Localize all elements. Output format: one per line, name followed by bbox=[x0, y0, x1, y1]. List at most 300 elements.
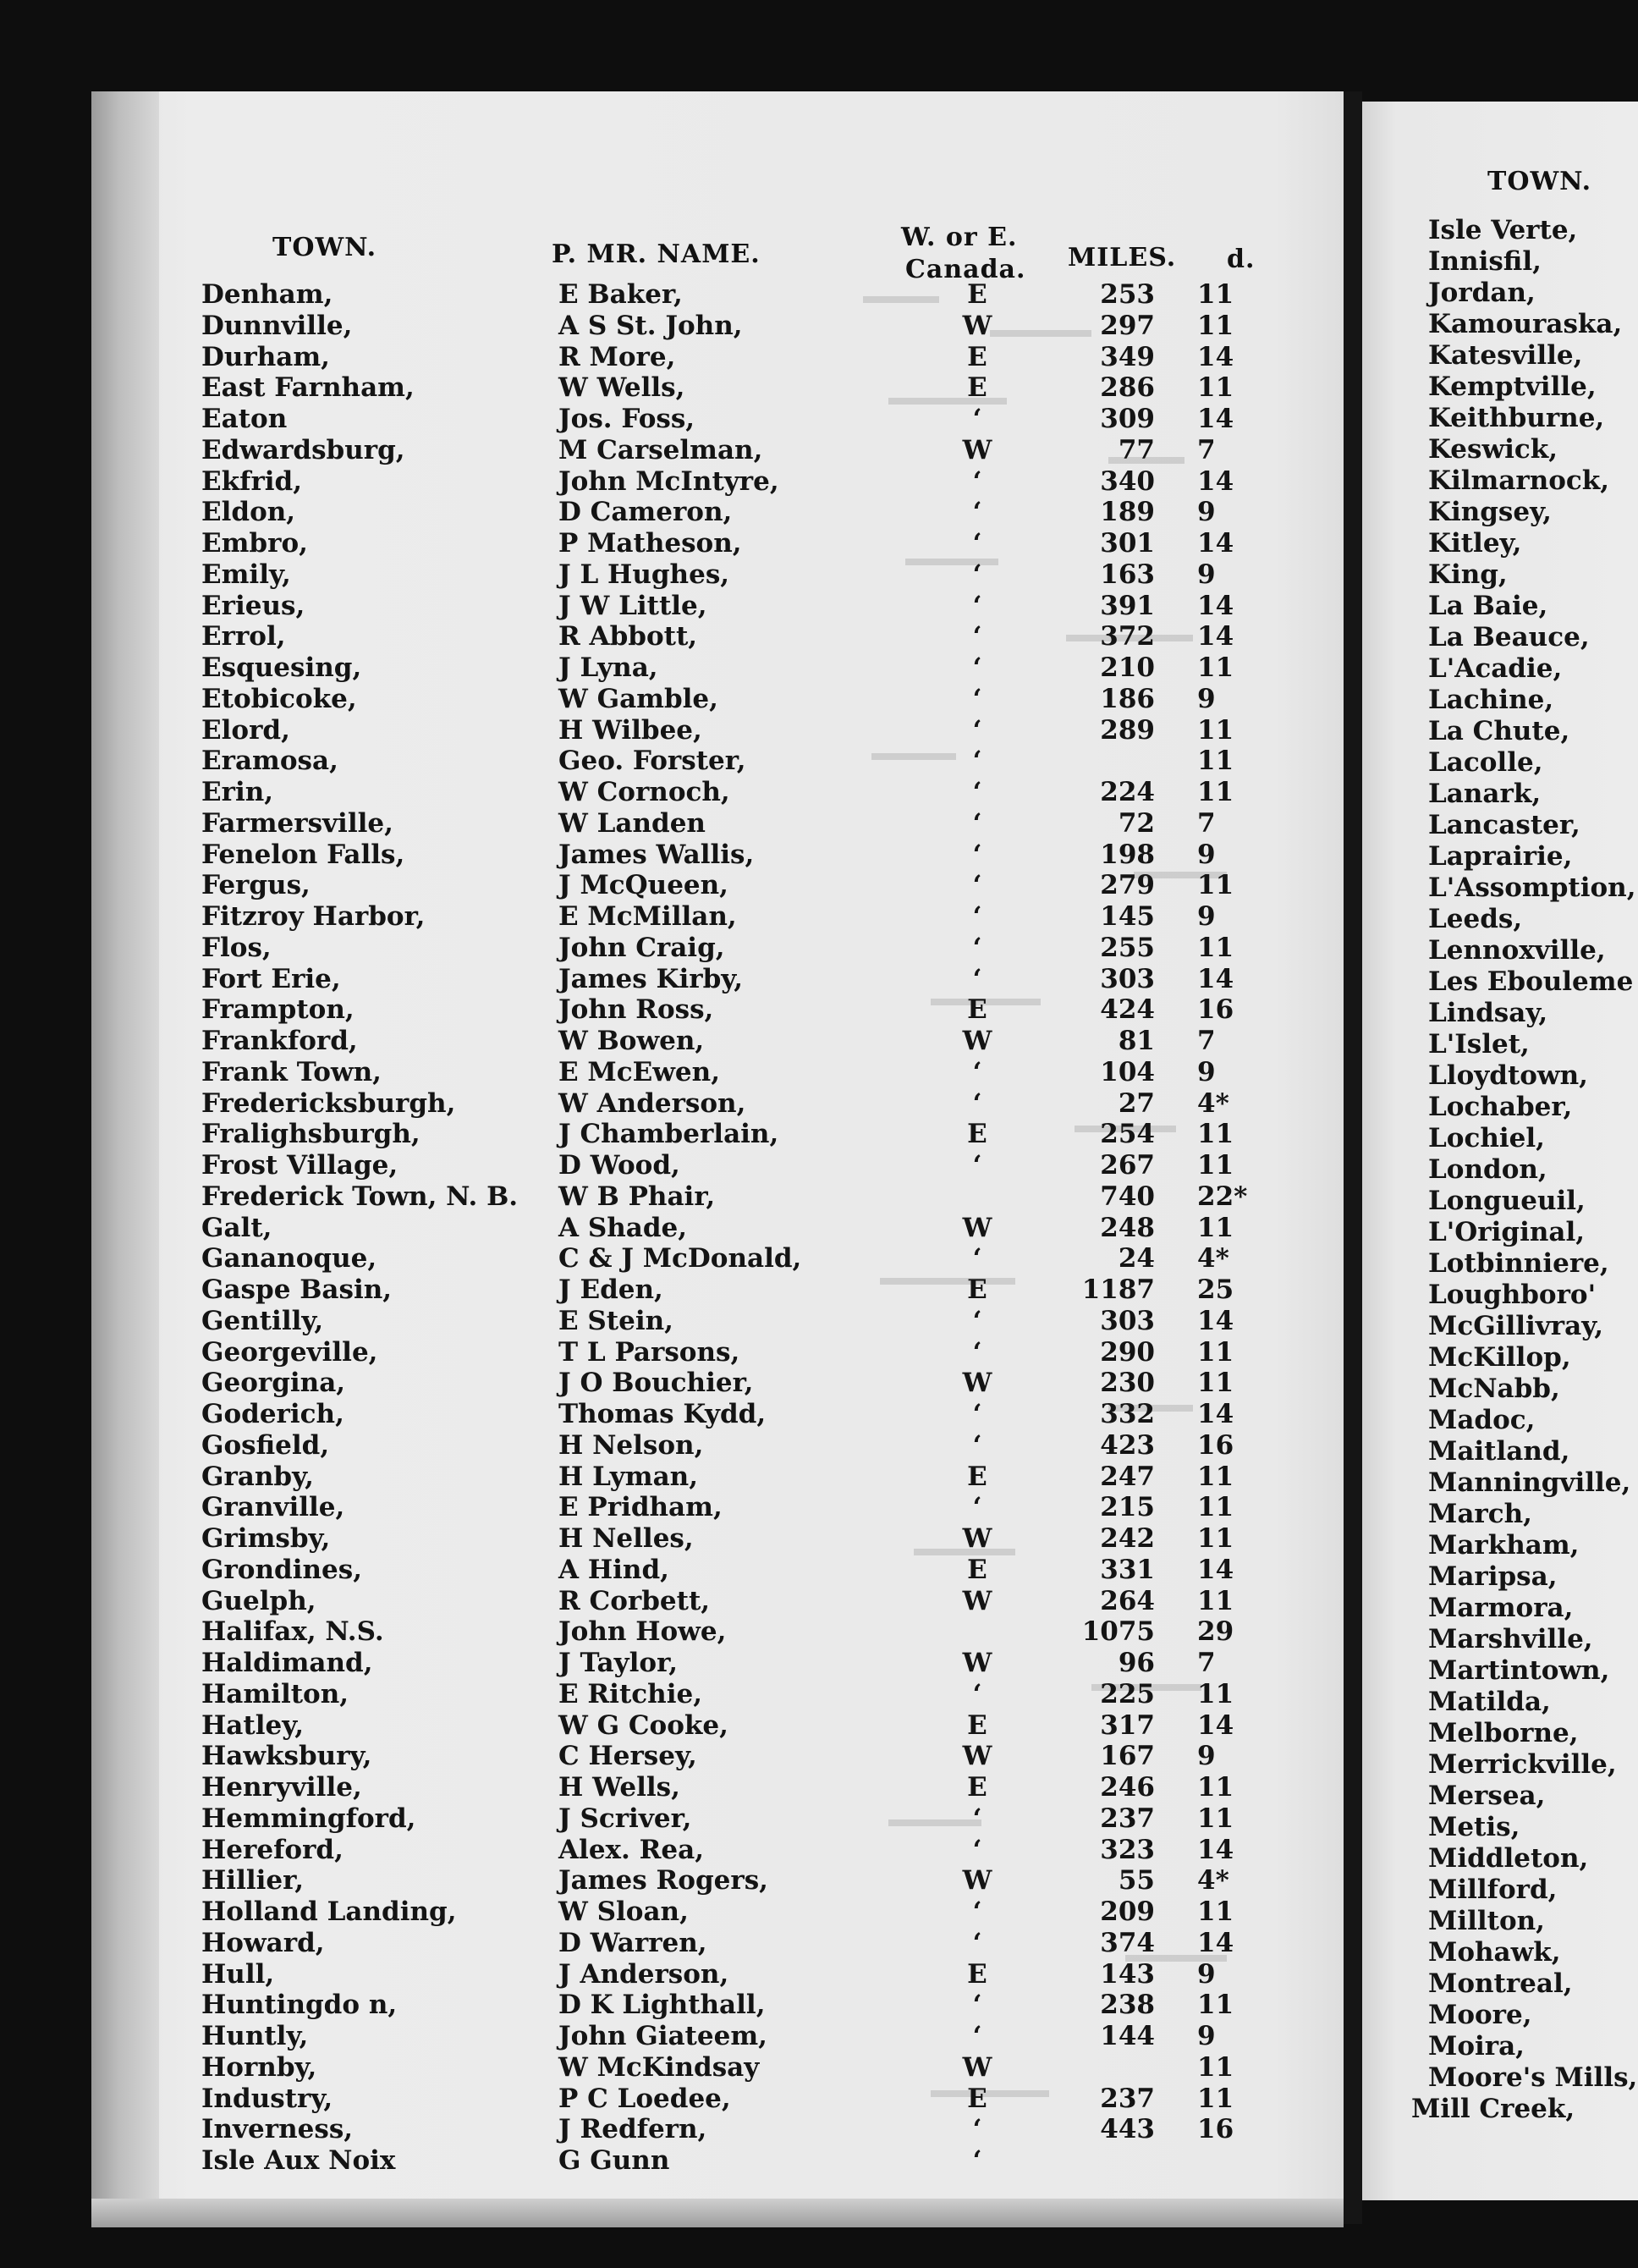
table-row bbox=[0, 1026, 1269, 1056]
town-cell: Hornby, bbox=[201, 2051, 317, 2083]
postage-cell: 14 bbox=[1197, 341, 1234, 372]
miles-cell: 215 bbox=[1100, 1492, 1155, 1523]
postage-cell: 11 bbox=[1197, 1212, 1234, 1243]
canada-cell: ‘ bbox=[972, 1990, 982, 2021]
town-cell: Hatley, bbox=[201, 1709, 305, 1741]
postmaster-cell: M Carselman, bbox=[558, 434, 763, 465]
postage-cell: 11 bbox=[1197, 1461, 1234, 1492]
miles-cell: 81 bbox=[1118, 1026, 1155, 1056]
canada-cell: ‘ bbox=[972, 1678, 982, 1709]
postmaster-cell: James Rogers, bbox=[558, 1865, 768, 1896]
miles-cell: 210 bbox=[1100, 652, 1155, 683]
right-town-item: Lanark, bbox=[1428, 779, 1542, 809]
miles-cell: 145 bbox=[1100, 901, 1155, 932]
postage-cell: 9 bbox=[1197, 839, 1216, 870]
table-row bbox=[0, 777, 1269, 807]
town-cell: Elord, bbox=[201, 714, 290, 746]
postmaster-cell: John Giateem, bbox=[558, 2021, 767, 2051]
town-cell: Durham, bbox=[201, 341, 330, 372]
right-town-item: London, bbox=[1428, 1154, 1547, 1185]
miles-cell: 186 bbox=[1100, 683, 1155, 714]
postmaster-cell: H Wilbee, bbox=[558, 714, 702, 746]
town-cell: Grondines, bbox=[201, 1554, 362, 1585]
canada-cell: E bbox=[967, 1772, 987, 1803]
postage-cell: 11 bbox=[1197, 2051, 1234, 2083]
postage-cell: 11 bbox=[1197, 310, 1234, 341]
miles-cell: 331 bbox=[1100, 1554, 1155, 1585]
postmaster-cell: A S St. John, bbox=[558, 310, 743, 341]
postage-cell: 9 bbox=[1197, 1741, 1216, 1772]
postmaster-cell: Jos. Foss, bbox=[558, 404, 695, 434]
town-cell: Erin, bbox=[201, 777, 274, 807]
miles-cell: 297 bbox=[1100, 310, 1155, 341]
table-row bbox=[0, 404, 1269, 434]
miles-cell: 237 bbox=[1100, 1803, 1155, 1834]
table-row bbox=[0, 1555, 1269, 1585]
postage-cell: 11 bbox=[1197, 932, 1234, 963]
table-row bbox=[0, 1803, 1269, 1834]
town-cell: Industry, bbox=[201, 2083, 333, 2114]
town-cell: Embro, bbox=[201, 528, 308, 559]
town-cell: Howard, bbox=[201, 1927, 325, 1958]
postage-cell: 29 bbox=[1197, 1616, 1234, 1648]
miles-cell: 332 bbox=[1100, 1399, 1155, 1429]
postage-cell: 14 bbox=[1197, 465, 1234, 497]
miles-cell: 286 bbox=[1100, 372, 1155, 404]
miles-cell: 264 bbox=[1100, 1585, 1155, 1616]
postmaster-cell: R Corbett, bbox=[558, 1585, 711, 1616]
table-row bbox=[0, 964, 1269, 994]
canada-cell: ‘ bbox=[972, 807, 982, 839]
canada-cell: ‘ bbox=[972, 652, 982, 683]
table-row bbox=[0, 342, 1269, 372]
miles-cell: 254 bbox=[1100, 1119, 1155, 1150]
miles-cell: 144 bbox=[1100, 2021, 1155, 2051]
canada-cell: ‘ bbox=[972, 1087, 982, 1119]
postage-cell: 11 bbox=[1197, 1492, 1234, 1523]
postmaster-cell: A Shade, bbox=[558, 1212, 688, 1243]
header-postage: d. bbox=[1227, 245, 1256, 274]
town-cell: Hillier, bbox=[201, 1865, 304, 1896]
postage-cell: 14 bbox=[1197, 590, 1234, 621]
table-row bbox=[0, 2145, 1269, 2176]
town-cell: Etobicoke, bbox=[201, 683, 357, 714]
town-cell: Eramosa, bbox=[201, 746, 338, 777]
town-cell: Fort Erie, bbox=[201, 963, 341, 994]
town-cell: Grimsby, bbox=[201, 1523, 331, 1554]
miles-cell: 77 bbox=[1118, 434, 1155, 465]
postmaster-cell: W McKindsay bbox=[558, 2051, 760, 2083]
miles-cell: 303 bbox=[1100, 1305, 1155, 1336]
right-town-item: Manningville, bbox=[1428, 1467, 1631, 1498]
right-town-item: Les Ebouleme bbox=[1428, 966, 1634, 997]
town-cell: Gentilly, bbox=[201, 1305, 324, 1336]
canada-cell: E bbox=[967, 1554, 987, 1585]
miles-cell: 167 bbox=[1100, 1741, 1155, 1772]
miles-cell: 189 bbox=[1100, 497, 1155, 528]
postage-cell: 11 bbox=[1197, 870, 1234, 901]
postmaster-cell: H Wells, bbox=[558, 1772, 680, 1803]
table-row bbox=[0, 1928, 1269, 1958]
town-cell: Eldon, bbox=[201, 497, 296, 528]
table-row bbox=[0, 1959, 1269, 1990]
postmaster-cell: W Sloan, bbox=[558, 1896, 689, 1927]
postmaster-cell: John McIntyre, bbox=[558, 465, 779, 497]
postmaster-cell: James Wallis, bbox=[558, 839, 755, 870]
right-town-item: Middleton, bbox=[1428, 1843, 1589, 1874]
miles-cell: 289 bbox=[1100, 714, 1155, 746]
canada-cell: ‘ bbox=[972, 839, 982, 870]
postmaster-cell: J Redfern, bbox=[558, 2114, 707, 2145]
right-town-item: Melborne, bbox=[1428, 1718, 1579, 1748]
miles-cell: 424 bbox=[1100, 994, 1155, 1026]
right-town-item: Mersea, bbox=[1428, 1781, 1546, 1811]
town-cell: Erieus, bbox=[201, 590, 305, 621]
postmaster-cell: W Wells, bbox=[558, 372, 685, 404]
postmaster-cell: J L Hughes, bbox=[558, 559, 730, 590]
canada-cell: ‘ bbox=[972, 683, 982, 714]
right-town-item: Lachine, bbox=[1428, 685, 1554, 715]
town-cell: Goderich, bbox=[201, 1399, 344, 1429]
postage-cell: 14 bbox=[1197, 621, 1234, 652]
postage-cell: 11 bbox=[1197, 1678, 1234, 1709]
right-town-item: Marshville, bbox=[1428, 1624, 1593, 1654]
town-cell: Huntly, bbox=[201, 2021, 309, 2051]
postage-cell: 11 bbox=[1197, 1772, 1234, 1803]
miles-cell: 163 bbox=[1100, 559, 1155, 590]
miles-cell: 391 bbox=[1100, 590, 1155, 621]
header-town: TOWN. bbox=[272, 233, 377, 262]
right-town-item: Moore's Mills, bbox=[1428, 2062, 1638, 2093]
right-town-item: L'Original, bbox=[1428, 1217, 1586, 1247]
town-cell: Frampton, bbox=[201, 994, 355, 1026]
postage-cell: 9 bbox=[1197, 497, 1216, 528]
postmaster-cell: W Landen bbox=[558, 807, 706, 839]
postmaster-cell: J W Little, bbox=[558, 590, 707, 621]
postage-cell: 4* bbox=[1197, 1243, 1229, 1274]
postage-cell: 11 bbox=[1197, 714, 1234, 746]
postmaster-cell: Alex. Rea, bbox=[558, 1834, 704, 1865]
canada-cell: ‘ bbox=[972, 465, 982, 497]
canada-cell: ‘ bbox=[972, 1243, 982, 1274]
right-town-item: La Baie, bbox=[1428, 591, 1548, 621]
town-cell: Gaspe Basin, bbox=[201, 1274, 393, 1305]
table-row bbox=[0, 1119, 1269, 1149]
miles-cell: 96 bbox=[1118, 1648, 1155, 1678]
postage-cell: 9 bbox=[1197, 2021, 1216, 2051]
postmaster-cell: J Anderson, bbox=[558, 1958, 729, 1990]
table-row bbox=[0, 1710, 1269, 1741]
postmaster-cell: H Lyman, bbox=[558, 1461, 699, 1492]
postmaster-cell: E McMillan, bbox=[558, 901, 737, 932]
right-town-item: Longueuil, bbox=[1428, 1186, 1586, 1216]
town-cell: East Farnham, bbox=[201, 372, 415, 404]
canada-cell: E bbox=[967, 1461, 987, 1492]
miles-cell: 27 bbox=[1118, 1087, 1155, 1119]
canada-cell: ‘ bbox=[972, 1429, 982, 1461]
postmaster-cell: D Wood, bbox=[558, 1150, 680, 1181]
right-town-item: Loughboro' bbox=[1428, 1280, 1597, 1310]
right-town-item: Moira, bbox=[1428, 2031, 1525, 2062]
right-town-item: Kingsey, bbox=[1428, 497, 1552, 527]
miles-cell: 248 bbox=[1100, 1212, 1155, 1243]
miles-cell: 340 bbox=[1100, 465, 1155, 497]
postmaster-cell: W Anderson, bbox=[558, 1087, 746, 1119]
canada-cell: E bbox=[967, 994, 987, 1026]
miles-cell: 224 bbox=[1100, 777, 1155, 807]
postmaster-cell: E Ritchie, bbox=[558, 1678, 702, 1709]
right-town-item: Keswick, bbox=[1428, 434, 1558, 465]
town-cell: Hull, bbox=[201, 1958, 275, 1990]
town-cell: Granby, bbox=[201, 1461, 314, 1492]
canada-cell: E bbox=[967, 1119, 987, 1150]
town-cell: Errol, bbox=[201, 621, 286, 652]
postmaster-cell: D Cameron, bbox=[558, 497, 733, 528]
town-cell: Emily, bbox=[201, 559, 291, 590]
canada-cell: ‘ bbox=[972, 590, 982, 621]
town-cell: Granville, bbox=[201, 1492, 345, 1523]
postage-cell: 25 bbox=[1197, 1274, 1234, 1305]
table-row bbox=[0, 652, 1269, 683]
canada-cell: ‘ bbox=[972, 932, 982, 963]
postmaster-cell: J Lyna, bbox=[558, 652, 658, 683]
miles-cell: 1075 bbox=[1081, 1616, 1155, 1648]
miles-cell: 55 bbox=[1118, 1865, 1155, 1896]
canada-cell: ‘ bbox=[972, 1927, 982, 1958]
postage-cell: 7 bbox=[1197, 1026, 1216, 1056]
postage-cell: 14 bbox=[1197, 1927, 1234, 1958]
right-town-item: March, bbox=[1428, 1499, 1532, 1529]
right-town-item: La Chute, bbox=[1428, 716, 1570, 746]
table-row bbox=[0, 1462, 1269, 1492]
postage-cell: 11 bbox=[1197, 372, 1234, 404]
table-row bbox=[0, 1990, 1269, 2020]
postmaster-cell: W Gamble, bbox=[558, 683, 718, 714]
postmaster-cell: R More, bbox=[558, 341, 676, 372]
postage-cell: 14 bbox=[1197, 1305, 1234, 1336]
right-town-item: Marmora, bbox=[1428, 1593, 1574, 1623]
canada-cell: E bbox=[967, 1958, 987, 1990]
miles-cell: 237 bbox=[1100, 2083, 1155, 2114]
postmaster-cell: E Pridham, bbox=[558, 1492, 723, 1523]
postage-cell: 16 bbox=[1197, 1429, 1234, 1461]
miles-cell: 255 bbox=[1100, 932, 1155, 963]
canada-cell: ‘ bbox=[972, 1336, 982, 1368]
right-town-item: Kemptville, bbox=[1428, 372, 1597, 402]
miles-cell: 323 bbox=[1100, 1834, 1155, 1865]
postage-cell: 11 bbox=[1197, 1119, 1234, 1150]
postage-cell: 14 bbox=[1197, 528, 1234, 559]
miles-cell: 209 bbox=[1100, 1896, 1155, 1927]
miles-cell: 740 bbox=[1100, 1181, 1155, 1212]
right-town-item: Isle Verte, bbox=[1428, 215, 1578, 245]
town-cell: Frost Village, bbox=[201, 1150, 399, 1181]
right-town-item: Lotbinniere, bbox=[1428, 1248, 1609, 1279]
canada-cell: ‘ bbox=[972, 714, 982, 746]
miles-cell: 303 bbox=[1100, 963, 1155, 994]
postage-cell: 14 bbox=[1197, 1554, 1234, 1585]
header-canada-line1: W. or E. bbox=[901, 223, 1018, 252]
postmaster-cell: P Matheson, bbox=[558, 528, 742, 559]
miles-cell: 253 bbox=[1100, 279, 1155, 310]
postmaster-cell: W G Cooke, bbox=[558, 1709, 728, 1741]
right-town-item: Merrickville, bbox=[1428, 1749, 1617, 1780]
right-town-item: King, bbox=[1428, 559, 1508, 590]
table-row bbox=[0, 715, 1269, 746]
right-town-item: L'Acadie, bbox=[1428, 653, 1563, 684]
right-town-item: Millford, bbox=[1428, 1874, 1558, 1905]
header-miles: MILES. bbox=[1068, 243, 1177, 272]
right-town-item: Jordan, bbox=[1428, 278, 1536, 308]
table-row bbox=[0, 1213, 1269, 1243]
table-row bbox=[0, 746, 1269, 776]
right-town-item: Lancaster, bbox=[1428, 810, 1580, 840]
table-row bbox=[0, 1523, 1269, 1554]
town-cell: Hemmingford, bbox=[201, 1803, 416, 1834]
table-row bbox=[0, 1679, 1269, 1709]
right-town-item: Maripsa, bbox=[1428, 1561, 1558, 1592]
miles-cell: 267 bbox=[1100, 1150, 1155, 1181]
town-cell: Frankford, bbox=[201, 1026, 358, 1056]
miles-cell: 247 bbox=[1100, 1461, 1155, 1492]
right-town-item: Martintown, bbox=[1428, 1655, 1610, 1686]
postage-cell: 11 bbox=[1197, 1803, 1234, 1834]
postmaster-cell: J Eden, bbox=[558, 1274, 663, 1305]
town-cell: Gosfield, bbox=[201, 1429, 330, 1461]
postage-cell: 14 bbox=[1197, 1399, 1234, 1429]
town-cell: Farmersville, bbox=[201, 807, 393, 839]
postage-cell: 7 bbox=[1197, 1648, 1216, 1678]
table-row bbox=[0, 2114, 1269, 2144]
table-row bbox=[0, 497, 1269, 527]
canada-cell: W bbox=[962, 1026, 992, 1056]
table-row bbox=[0, 1306, 1269, 1336]
postmaster-cell: E Baker, bbox=[558, 279, 683, 310]
table-row bbox=[0, 1181, 1269, 1212]
postmaster-cell: James Kirby, bbox=[558, 963, 744, 994]
table-row bbox=[0, 1865, 1269, 1896]
town-cell: Edwardsburg, bbox=[201, 434, 405, 465]
canada-cell: E bbox=[967, 1709, 987, 1741]
miles-cell: 317 bbox=[1100, 1709, 1155, 1741]
canada-cell: ‘ bbox=[972, 1305, 982, 1336]
right-town-item: Matilda, bbox=[1428, 1687, 1551, 1717]
postmaster-cell: R Abbott, bbox=[558, 621, 698, 652]
canada-cell: E bbox=[967, 279, 987, 310]
miles-cell: 301 bbox=[1100, 528, 1155, 559]
postmaster-cell: J Chamberlain, bbox=[558, 1119, 779, 1150]
miles-cell: 443 bbox=[1100, 2114, 1155, 2145]
postmaster-cell: T L Parsons, bbox=[558, 1336, 740, 1368]
postmaster-cell: P C Loedee, bbox=[558, 2083, 731, 2114]
town-cell: Denham, bbox=[201, 279, 333, 310]
miles-cell: 423 bbox=[1100, 1429, 1155, 1461]
miles-cell: 225 bbox=[1100, 1678, 1155, 1709]
miles-cell: 372 bbox=[1100, 621, 1155, 652]
right-town-item: Maitland, bbox=[1428, 1436, 1570, 1467]
table-row bbox=[0, 1399, 1269, 1429]
postmaster-cell: J McQueen, bbox=[558, 870, 728, 901]
town-cell: Fredericksburgh, bbox=[201, 1087, 456, 1119]
table-row bbox=[0, 1088, 1269, 1119]
right-town-item: Mohawk, bbox=[1428, 1937, 1561, 1968]
town-cell: Huntingdo n, bbox=[201, 1990, 398, 2021]
postmaster-cell: J O Bouchier, bbox=[558, 1368, 754, 1399]
canada-cell: ‘ bbox=[972, 870, 982, 901]
canada-cell: W bbox=[962, 1368, 992, 1399]
postage-cell: 9 bbox=[1197, 683, 1216, 714]
postage-cell: 14 bbox=[1197, 1709, 1234, 1741]
town-cell: Georgina, bbox=[201, 1368, 346, 1399]
postage-cell: 11 bbox=[1197, 1585, 1234, 1616]
postage-cell: 9 bbox=[1197, 1958, 1216, 1990]
town-cell: Holland Landing, bbox=[201, 1896, 457, 1927]
postmaster-cell: C & J McDonald, bbox=[558, 1243, 802, 1274]
canada-cell: ‘ bbox=[972, 621, 982, 652]
table-row bbox=[0, 466, 1269, 497]
miles-cell: 242 bbox=[1100, 1523, 1155, 1554]
canada-cell: ‘ bbox=[972, 2021, 982, 2051]
postage-cell: 7 bbox=[1197, 807, 1216, 839]
canada-cell: ‘ bbox=[972, 497, 982, 528]
table-row bbox=[0, 2084, 1269, 2114]
postmaster-cell: J Taylor, bbox=[558, 1648, 678, 1678]
table-row bbox=[0, 528, 1269, 559]
town-cell: Georgeville, bbox=[201, 1336, 378, 1368]
canada-cell: ‘ bbox=[972, 746, 982, 777]
miles-cell: 374 bbox=[1100, 1927, 1155, 1958]
town-cell: Halifax, N.S. bbox=[201, 1616, 384, 1648]
postmaster-cell: A Hind, bbox=[558, 1554, 669, 1585]
canada-cell: W bbox=[962, 1741, 992, 1772]
table-row bbox=[0, 933, 1269, 963]
table-row bbox=[0, 372, 1269, 403]
table-row bbox=[0, 1368, 1269, 1398]
canada-cell: W bbox=[962, 2051, 992, 2083]
table-row bbox=[0, 1616, 1269, 1647]
postage-cell: 14 bbox=[1197, 404, 1234, 434]
table-row bbox=[0, 279, 1269, 310]
right-town-item: Millton, bbox=[1428, 1906, 1545, 1936]
postmaster-cell: H Nelson, bbox=[558, 1429, 704, 1461]
town-cell: Hereford, bbox=[201, 1834, 344, 1865]
right-town-item: Lennoxville, bbox=[1428, 935, 1606, 966]
town-cell: Hamilton, bbox=[201, 1678, 349, 1709]
postmaster-cell: W Cornoch, bbox=[558, 777, 730, 807]
miles-cell: 290 bbox=[1100, 1336, 1155, 1368]
postage-cell: 11 bbox=[1197, 279, 1234, 310]
canada-cell: ‘ bbox=[972, 1492, 982, 1523]
page-gutter bbox=[1344, 91, 1362, 2224]
postmaster-cell: D Warren, bbox=[558, 1927, 707, 1958]
town-cell: Fitzroy Harbor, bbox=[201, 901, 426, 932]
miles-cell: 279 bbox=[1100, 870, 1155, 901]
postmaster-cell: H Nelles, bbox=[558, 1523, 694, 1554]
postage-cell: 11 bbox=[1197, 777, 1234, 807]
postmaster-cell: John Craig, bbox=[558, 932, 725, 963]
right-town-item: Kamouraska, bbox=[1428, 309, 1623, 339]
canada-cell: ‘ bbox=[972, 777, 982, 807]
table-row bbox=[0, 1057, 1269, 1087]
canada-cell: ‘ bbox=[972, 1896, 982, 1927]
table-row bbox=[0, 2021, 1269, 2051]
canada-cell: E bbox=[967, 1274, 987, 1305]
right-town-item: La Beauce, bbox=[1428, 622, 1590, 652]
postage-cell: 11 bbox=[1197, 1990, 1234, 2021]
postage-cell: 11 bbox=[1197, 1523, 1234, 1554]
table-row bbox=[0, 994, 1269, 1025]
right-town-item: Moore, bbox=[1428, 2000, 1532, 2030]
